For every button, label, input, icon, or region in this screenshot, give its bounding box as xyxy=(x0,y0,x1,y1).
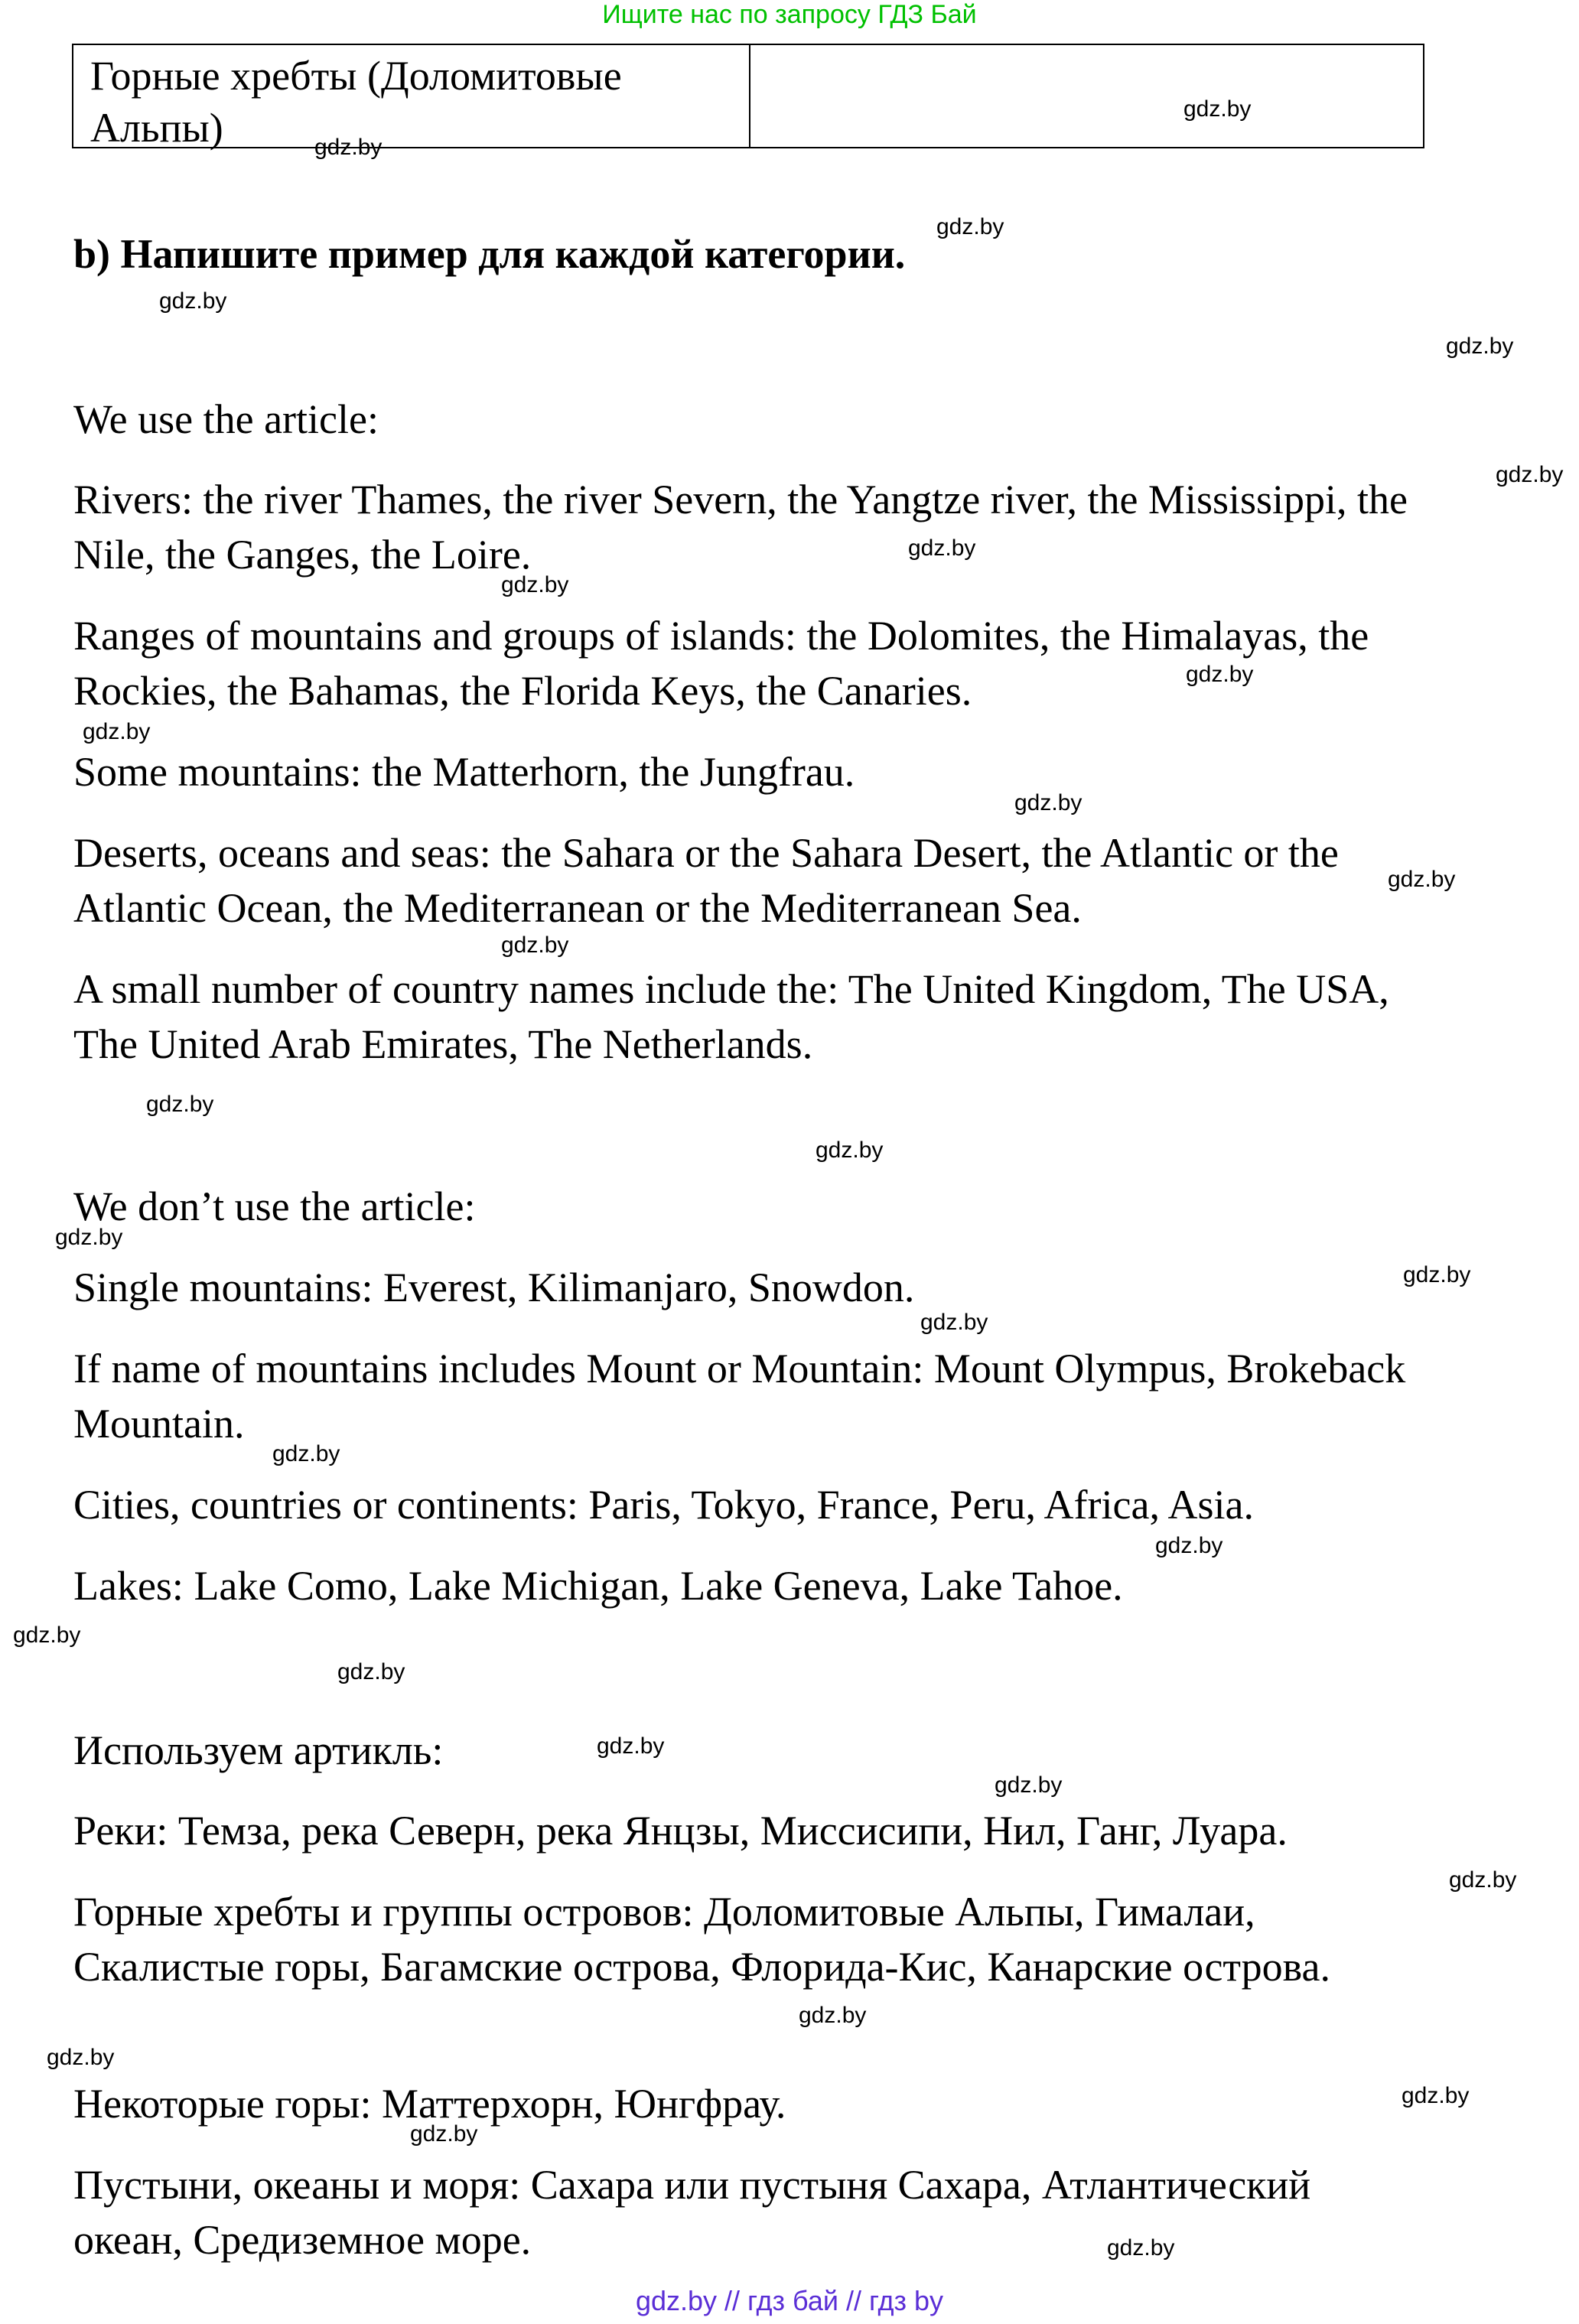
task-heading: b) Напишите пример для каждой категории. xyxy=(73,231,906,277)
watermark: gdz.by xyxy=(908,535,976,561)
paragraph-some-mountains: Some mountains: the Matterhorn, the Jungfrau. xyxy=(73,749,855,795)
paragraph-ranges: Ranges of mountains and groups of islands: the Dolomites, the Himalayas, the Rockies, the Bahamas, the Florida Keys, the Canaries. xyxy=(73,613,1369,714)
watermark: gdz.by xyxy=(1155,1533,1223,1558)
top-banner: Ищите нас по запросу ГДЗ Бай xyxy=(602,0,977,29)
watermark: gdz.by xyxy=(1449,1867,1517,1893)
paragraph-article-use: We use the article: xyxy=(73,396,379,442)
paragraph-ru-ranges: Горные хребты и группы островов: Доломитовые Альпы, Гималаи, Скалистые горы, Багамские острова, Флорида-Кис, Канарские острова. xyxy=(73,1889,1330,1990)
watermark: gdz.by xyxy=(146,1092,214,1117)
watermark: gdz.by xyxy=(47,2045,115,2070)
footer-links[interactable]: gdz.by // гдз бай // гдз by xyxy=(635,2285,944,2316)
table-cell-left: Горные хребты (Доломитовые Альпы) xyxy=(73,45,750,147)
paragraph-ru-some-mountains: Некоторые горы: Маттерхорн, Юнгфрау. xyxy=(73,2081,786,2127)
watermark: gdz.by xyxy=(13,1623,81,1648)
paragraph-rivers: Rivers: the river Thames, the river Severn, the Yangtze river, the Mississippi, the Nile, the Ganges, the Loire. xyxy=(73,477,1408,578)
watermark: gdz.by xyxy=(799,2003,867,2028)
watermark: gdz.by xyxy=(1402,2083,1470,2108)
paragraph-single-mountains: Single mountains: Everest, Kilimanjaro, Snowdon. xyxy=(73,1265,915,1310)
watermark: gdz.by xyxy=(816,1138,884,1163)
paragraph-ru-article-use: Используем артикль: xyxy=(73,1727,444,1773)
watermark: gdz.by xyxy=(1388,867,1456,892)
watermark: gdz.by xyxy=(159,288,227,314)
watermark: gdz.by xyxy=(314,135,383,160)
paragraph-mount: If name of mountains includes Mount or Mountain: Mount Olympus, Brokeback Mountain. xyxy=(73,1346,1406,1447)
paragraph-ru-rivers: Реки: Темза, река Северн, река Янцзы, Миссисипи, Нил, Ганг, Луара. xyxy=(73,1808,1288,1854)
watermark: gdz.by xyxy=(995,1772,1063,1798)
paragraph-lakes: Lakes: Lake Como, Lake Michigan, Lake Geneva, Lake Tahoe. xyxy=(73,1563,1123,1609)
watermark: gdz.by xyxy=(597,1733,665,1759)
watermark: gdz.by xyxy=(272,1441,340,1466)
watermark: gdz.by xyxy=(1107,2235,1175,2261)
watermark: gdz.by xyxy=(501,572,569,597)
paragraph-deserts: Deserts, oceans and seas: the Sahara or the Sahara Desert, the Atlantic or the Atlantic Ocean, the Mediterranean or the Mediterranean Sea. xyxy=(73,830,1339,931)
paragraph-ru-deserts: Пустыни, океаны и моря: Сахара или пустыня Сахара, Атлантический океан, Средиземное море. xyxy=(73,2162,1311,2263)
watermark: gdz.by xyxy=(1183,96,1252,122)
paragraph-article-no-use: We don’t use the article: xyxy=(73,1183,476,1229)
watermark: gdz.by xyxy=(337,1659,405,1684)
watermark: gdz.by xyxy=(936,214,1004,239)
watermark: gdz.by xyxy=(410,2121,478,2147)
table-cell-right xyxy=(750,45,1423,147)
watermark: gdz.by xyxy=(55,1225,123,1250)
watermark: gdz.by xyxy=(920,1310,988,1335)
watermark: gdz.by xyxy=(1186,662,1254,687)
watermark: gdz.by xyxy=(1014,790,1083,815)
watermark: gdz.by xyxy=(501,933,569,958)
watermark: gdz.by xyxy=(1403,1262,1471,1287)
watermark: gdz.by xyxy=(1496,462,1564,487)
watermark: gdz.by xyxy=(83,719,151,744)
paragraph-country-names: A small number of country names include the: The United Kingdom, The USA, The United Arab Emirates, The Netherlands. xyxy=(73,966,1389,1067)
paragraph-cities: Cities, countries or continents: Paris, Tokyo, France, Peru, Africa, Asia. xyxy=(73,1482,1254,1528)
watermark: gdz.by xyxy=(1446,334,1514,359)
